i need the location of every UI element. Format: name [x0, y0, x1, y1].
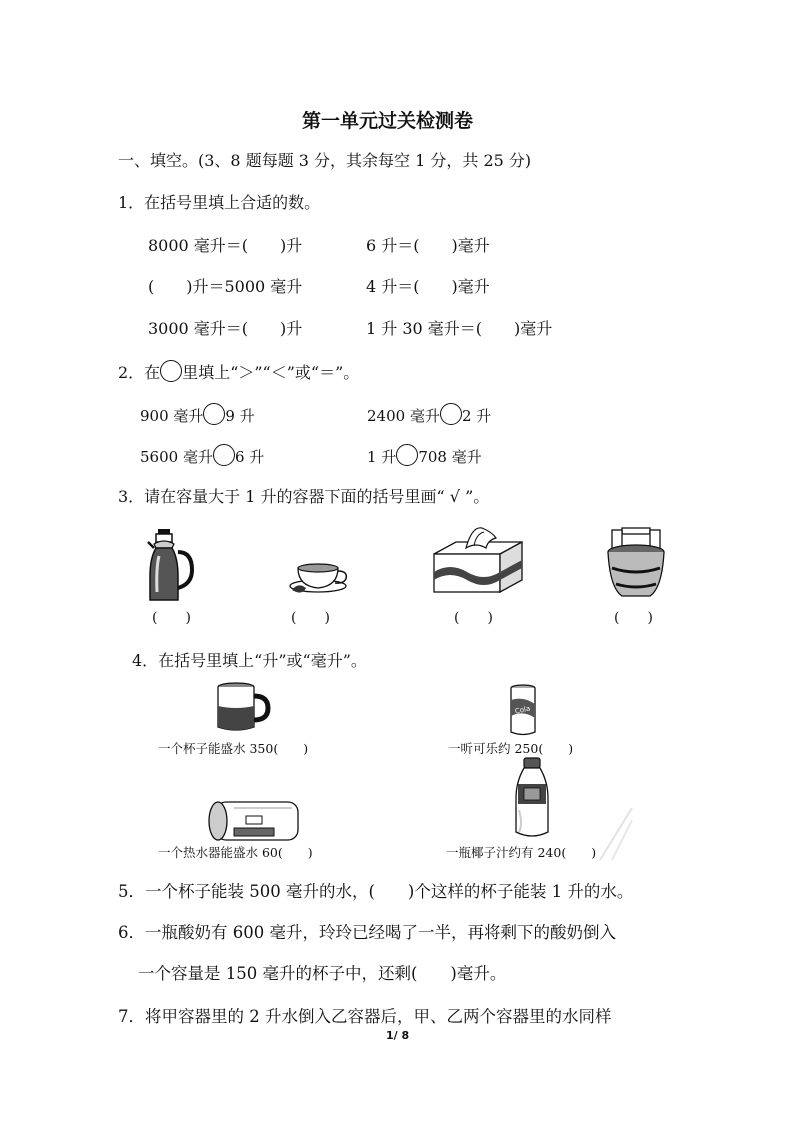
decorative-lines — [598, 806, 634, 862]
water-heater-icon — [206, 800, 302, 844]
circle-blank-icon — [396, 444, 418, 466]
teacup-icon — [288, 556, 352, 600]
q2-item — [367, 403, 491, 426]
page-title: 第一单元过关检测卷 — [302, 110, 474, 132]
question-5: 5．一个杯子能装 500 毫升的水，( )个这样的杯子能装 1 升的水。 — [118, 882, 634, 901]
q4-item: 一个杯子能盛水 350( ) — [158, 741, 309, 756]
circle-blank-icon — [160, 360, 182, 382]
question-2-prompt — [118, 360, 359, 383]
q2-item — [140, 444, 264, 467]
q2-item — [140, 403, 255, 426]
answer-blank[interactable]: ( ) — [454, 610, 493, 626]
q2-right: 2 升 — [461, 407, 492, 425]
mug-icon — [216, 682, 270, 734]
q2-prompt-start: 2．在 — [118, 363, 161, 382]
circle-blank-icon — [203, 403, 225, 425]
q4-item: 一听可乐约 250( ) — [448, 741, 574, 756]
question-6-line-1: 6．一瓶酸奶有 600 毫升，玲玲已经喝了一半，再将剩下的酸奶倒入 — [118, 923, 616, 942]
circle-blank-icon — [440, 403, 462, 425]
q2-left: 2400 毫升 — [367, 407, 440, 425]
question-7: 7．将甲容器里的 2 升水倒入乙容器后，甲、乙两个容器里的水同样 — [118, 1007, 612, 1026]
q1-item: 1 升 30 毫升＝( )毫升 — [366, 319, 553, 338]
page-number: 1/ 8 — [386, 1029, 410, 1042]
q2-right: 6 升 — [234, 448, 265, 466]
q1-item: 4 升＝( )毫升 — [366, 277, 490, 296]
kettle-icon — [146, 528, 206, 606]
q2-left: 1 升 — [367, 448, 397, 466]
tissue-box-icon — [432, 524, 524, 594]
circle-blank-icon — [213, 444, 235, 466]
q4-item: 一瓶椰子汁约有 240( ) — [446, 845, 597, 860]
question-6-line-2: 一个容量是 150 毫升的杯子中，还剩( )毫升。 — [138, 964, 507, 983]
q2-item — [367, 444, 482, 467]
question-4-prompt: 4．在括号里填上“升”或“毫升”。 — [132, 651, 367, 670]
answer-blank[interactable]: ( ) — [614, 610, 653, 626]
q2-left: 5600 毫升 — [140, 448, 213, 466]
q4-item: 一个热水器能盛水 60( ) — [158, 845, 313, 860]
coconut-juice-bottle-icon — [514, 756, 550, 840]
q1-item: 3000 毫升＝( )升 — [148, 319, 303, 338]
can-label: Cola — [514, 704, 531, 716]
answer-blank[interactable]: ( ) — [291, 610, 330, 626]
q2-left: 900 毫升 — [140, 407, 204, 425]
q2-right: 9 升 — [225, 407, 255, 425]
question-3-prompt: 3．请在容量大于 1 升的容器下面的括号里画“ √ ”。 — [118, 487, 490, 506]
q2-right: 708 毫升 — [418, 448, 482, 466]
q1-item: ( )升＝5000 毫升 — [148, 277, 303, 296]
cola-can-icon — [508, 684, 538, 736]
q2-prompt-end: 里填上“＞”“＜”或“＝”。 — [182, 363, 360, 382]
question-1-prompt: 1．在括号里填上合适的数。 — [118, 193, 321, 212]
bucket-icon — [604, 526, 668, 600]
section-heading: 一、填空。(3、8 题每题 3 分，其余每空 1 分，共 25 分) — [118, 151, 532, 170]
q1-item: 8000 毫升＝( )升 — [148, 236, 303, 255]
q1-item: 6 升＝( )毫升 — [366, 236, 490, 255]
answer-blank[interactable]: ( ) — [152, 610, 191, 626]
